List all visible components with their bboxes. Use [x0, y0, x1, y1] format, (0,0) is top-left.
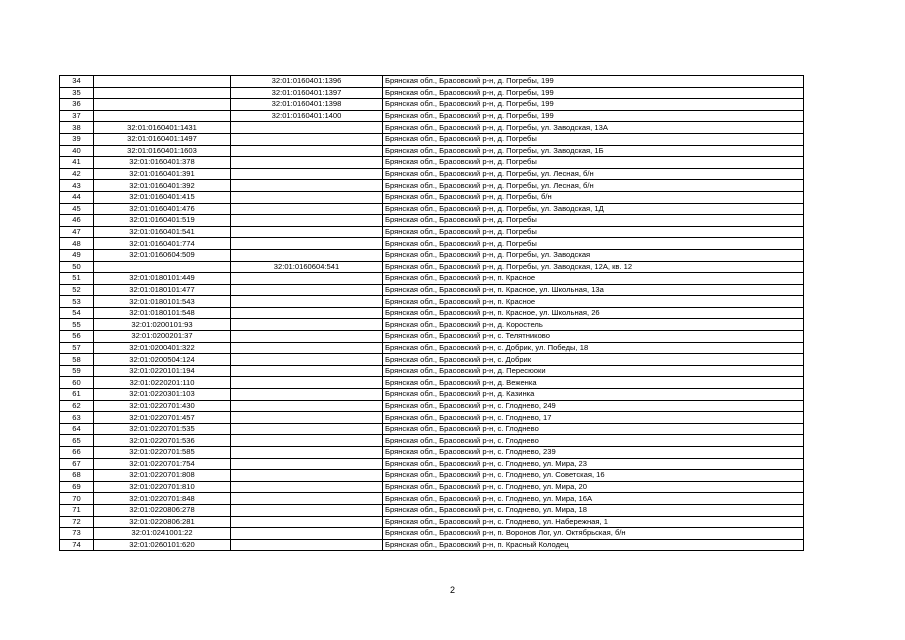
related-cadastral-number-cell: [231, 249, 383, 261]
cadastral-number-cell: 32:01:0220806:281: [94, 516, 231, 528]
address-cell: Брянская обл., Брасовский р-н, д. Казинка: [383, 389, 804, 401]
row-number-cell: 68: [60, 470, 94, 482]
row-number-cell: 43: [60, 180, 94, 192]
related-cadastral-number-cell: [231, 273, 383, 285]
related-cadastral-number-cell: 32:01:0160401:1397: [231, 87, 383, 99]
table-row: [60, 493, 804, 505]
table-row: [60, 226, 804, 238]
table-row: [60, 389, 804, 401]
related-cadastral-number-cell: [231, 296, 383, 308]
address-cell: Брянская обл., Брасовский р-н, д. Погребы: [383, 133, 804, 145]
related-cadastral-number-cell: [231, 331, 383, 343]
cadastral-number-cell: 32:01:0260101:620: [94, 539, 231, 551]
row-number-cell: 36: [60, 99, 94, 111]
related-cadastral-number-cell: [231, 307, 383, 319]
row-number-cell: 49: [60, 249, 94, 261]
address-cell: Брянская обл., Брасовский р-н, с. Глоднево, ул. Мира, 16А: [383, 493, 804, 505]
address-cell: Брянская обл., Брасовский р-н, д. Погребы: [383, 157, 804, 169]
address-cell: Брянская обл., Брасовский р-н, с. Глоднево: [383, 423, 804, 435]
table-row: [60, 261, 804, 273]
related-cadastral-number-cell: [231, 493, 383, 505]
row-number-cell: 72: [60, 516, 94, 528]
table-row: [60, 365, 804, 377]
cadastral-number-cell: 32:01:0220806:278: [94, 504, 231, 516]
row-number-cell: 71: [60, 504, 94, 516]
row-number-cell: 41: [60, 157, 94, 169]
row-number-cell: 37: [60, 110, 94, 122]
row-number-cell: 66: [60, 447, 94, 459]
address-cell: Брянская обл., Брасовский р-н, д. Погребы, ул. Лесная, б/н: [383, 180, 804, 192]
address-cell: Брянская обл., Брасовский р-н, д. Погребы, ул. Лесная, б/н: [383, 168, 804, 180]
cadastral-number-cell: [94, 87, 231, 99]
address-cell: Брянская обл., Брасовский р-н, п. Красное, ул. Школьная, 26: [383, 307, 804, 319]
table-row: [60, 307, 804, 319]
row-number-cell: 57: [60, 342, 94, 354]
cadastral-number-cell: 32:01:0160401:1431: [94, 122, 231, 134]
cadastral-number-cell: 32:01:0200101:93: [94, 319, 231, 331]
cadastral-number-cell: 32:01:0200504:124: [94, 354, 231, 366]
address-cell: Брянская обл., Брасовский р-н, д. Веженка: [383, 377, 804, 389]
table-row: [60, 539, 804, 551]
row-number-cell: 58: [60, 354, 94, 366]
table-row: [60, 249, 804, 261]
address-cell: Брянская обл., Брасовский р-н, с. Глодневo, 249: [383, 400, 804, 412]
cadastral-number-cell: 32:01:0220701:536: [94, 435, 231, 447]
cadastral-number-cell: 32:01:0160401:378: [94, 157, 231, 169]
cadastral-number-cell: 32:01:0220701:430: [94, 400, 231, 412]
row-number-cell: 40: [60, 145, 94, 157]
address-cell: Брянская обл., Брасовский р-н, д. Погребы: [383, 238, 804, 250]
row-number-cell: 38: [60, 122, 94, 134]
row-number-cell: 51: [60, 273, 94, 285]
address-cell: Брянская обл., Брасовский р-н, д. Погребы, 199: [383, 87, 804, 99]
related-cadastral-number-cell: [231, 539, 383, 551]
table-row: [60, 273, 804, 285]
cadastral-table: [59, 75, 804, 551]
table-row: [60, 215, 804, 227]
row-number-cell: 70: [60, 493, 94, 505]
cadastral-number-cell: 32:01:0180101:449: [94, 273, 231, 285]
cadastral-number-cell: 32:01:0160401:415: [94, 191, 231, 203]
row-number-cell: 48: [60, 238, 94, 250]
related-cadastral-number-cell: [231, 365, 383, 377]
table-row: [60, 87, 804, 99]
address-cell: Брянская обл., Брасовский р-н, с. Добрик: [383, 354, 804, 366]
cadastral-number-cell: 32:01:0160401:391: [94, 168, 231, 180]
table-row: [60, 435, 804, 447]
related-cadastral-number-cell: [231, 122, 383, 134]
cadastral-number-cell: 32:01:0160401:774: [94, 238, 231, 250]
cadastral-number-cell: [94, 99, 231, 111]
row-number-cell: 34: [60, 76, 94, 88]
row-number-cell: 39: [60, 133, 94, 145]
address-cell: Брянская обл., Брасовский р-н, д. Коростель: [383, 319, 804, 331]
table-row: [60, 412, 804, 424]
row-number-cell: 67: [60, 458, 94, 470]
cadastral-number-cell: 32:01:0160401:541: [94, 226, 231, 238]
related-cadastral-number-cell: [231, 133, 383, 145]
related-cadastral-number-cell: [231, 191, 383, 203]
row-number-cell: 55: [60, 319, 94, 331]
related-cadastral-number-cell: [231, 481, 383, 493]
table-row: [60, 238, 804, 250]
related-cadastral-number-cell: [231, 447, 383, 459]
address-cell: Брянская обл., Брасовский р-н, с. Глоднево, ул. Мира, 20: [383, 481, 804, 493]
cadastral-number-cell: 32:01:0200201:37: [94, 331, 231, 343]
address-cell: Брянская обл., Брасовский р-н, д. Погребы, 199: [383, 76, 804, 88]
row-number-cell: 64: [60, 423, 94, 435]
related-cadastral-number-cell: [231, 226, 383, 238]
table-row: [60, 157, 804, 169]
table-row: [60, 168, 804, 180]
cadastral-number-cell: 32:01:0220701:808: [94, 470, 231, 482]
cadastral-table-body: [60, 76, 804, 551]
cadastral-number-cell: 32:01:0160401:392: [94, 180, 231, 192]
row-number-cell: 73: [60, 528, 94, 540]
table-row: [60, 319, 804, 331]
cadastral-number-cell: [94, 76, 231, 88]
row-number-cell: 59: [60, 365, 94, 377]
related-cadastral-number-cell: [231, 238, 383, 250]
related-cadastral-number-cell: 32:01:0160401:1398: [231, 99, 383, 111]
row-number-cell: 50: [60, 261, 94, 273]
row-number-cell: 45: [60, 203, 94, 215]
cadastral-number-cell: 32:01:0220701:457: [94, 412, 231, 424]
table-row: [60, 99, 804, 111]
table-row: [60, 470, 804, 482]
address-cell: Брянская обл., Брасовский р-н, д. Погребы, ул. Заводская, 1Б: [383, 145, 804, 157]
address-cell: Брянская обл., Брасовский р-н, д. Погребы: [383, 215, 804, 227]
address-cell: Брянская обл., Брасовский р-н, п. Красное: [383, 296, 804, 308]
table-row: [60, 528, 804, 540]
cadastral-number-cell: 32:01:0220701:810: [94, 481, 231, 493]
row-number-cell: 54: [60, 307, 94, 319]
related-cadastral-number-cell: [231, 145, 383, 157]
related-cadastral-number-cell: [231, 354, 383, 366]
cadastral-number-cell: 32:01:0160401:519: [94, 215, 231, 227]
related-cadastral-number-cell: [231, 180, 383, 192]
related-cadastral-number-cell: [231, 470, 383, 482]
row-number-cell: 44: [60, 191, 94, 203]
row-number-cell: 63: [60, 412, 94, 424]
address-cell: Брянская обл., Брасовский р-н, п. Воронов Лог, ул. Октябрьская, б/н: [383, 528, 804, 540]
cadastral-number-cell: 32:01:0220701:535: [94, 423, 231, 435]
related-cadastral-number-cell: 32:01:0160401:1400: [231, 110, 383, 122]
cadastral-number-cell: 32:01:0180101:543: [94, 296, 231, 308]
address-cell: Брянская обл., Брасовский р-н, с. Глоднево, ул. Советская, 16: [383, 470, 804, 482]
cadastral-number-cell: 32:01:0200401:322: [94, 342, 231, 354]
table-row: [60, 447, 804, 459]
address-cell: Брянская обл., Брасовский р-н, с. Телятниково: [383, 331, 804, 343]
address-cell: Брянская обл., Брасовский р-н, д. Погребы, ул. Заводская, 13А: [383, 122, 804, 134]
related-cadastral-number-cell: [231, 157, 383, 169]
row-number-cell: 56: [60, 331, 94, 343]
row-number-cell: 65: [60, 435, 94, 447]
address-cell: Брянская обл., Брасовский р-н, п. Красное, ул. Школьная, 13а: [383, 284, 804, 296]
address-cell: Брянская обл., Брасовский р-н, д. Погребы, ул. Заводская: [383, 249, 804, 261]
address-cell: Брянская обл., Брасовский р-н, д. Погребы, ул. Заводская, 12А, кв. 12: [383, 261, 804, 273]
related-cadastral-number-cell: 32:01:0160401:1396: [231, 76, 383, 88]
related-cadastral-number-cell: [231, 319, 383, 331]
related-cadastral-number-cell: [231, 435, 383, 447]
address-cell: Брянская обл., Брасовский р-н, д. Погребы, ул. Заводская, 1Д: [383, 203, 804, 215]
cadastral-number-cell: 32:01:0180101:548: [94, 307, 231, 319]
cadastral-number-cell: [94, 261, 231, 273]
related-cadastral-number-cell: [231, 377, 383, 389]
cadastral-number-cell: 32:01:0220701:754: [94, 458, 231, 470]
table-row: [60, 342, 804, 354]
cadastral-number-cell: 32:01:0160401:1603: [94, 145, 231, 157]
row-number-cell: 60: [60, 377, 94, 389]
table-row: [60, 191, 804, 203]
table-row: [60, 423, 804, 435]
cadastral-number-cell: 32:01:0241001:22: [94, 528, 231, 540]
address-cell: Брянская обл., Брасовский р-н, п. Красное: [383, 273, 804, 285]
table-row: [60, 122, 804, 134]
related-cadastral-number-cell: [231, 412, 383, 424]
related-cadastral-number-cell: [231, 516, 383, 528]
address-cell: Брянская обл., Брасовский р-н, с. Глоднево, ул. Мира, 18: [383, 504, 804, 516]
table-row: [60, 458, 804, 470]
address-cell: Брянская обл., Брасовский р-н, д. Погребы, 199: [383, 110, 804, 122]
table-row: [60, 504, 804, 516]
cadastral-number-cell: 32:01:0160604:509: [94, 249, 231, 261]
related-cadastral-number-cell: [231, 168, 383, 180]
address-cell: Брянская обл., Брасовский р-н, д. Погребы, 199: [383, 99, 804, 111]
cadastral-number-cell: 32:01:0220701:585: [94, 447, 231, 459]
table-row: [60, 296, 804, 308]
table-row: [60, 400, 804, 412]
table-row: [60, 203, 804, 215]
cadastral-number-cell: 32:01:0220201:110: [94, 377, 231, 389]
cadastral-number-cell: 32:01:0160401:476: [94, 203, 231, 215]
address-cell: Брянская обл., Брасовский р-н, с. Глоднево, ул. Мира, 23: [383, 458, 804, 470]
table-row: [60, 133, 804, 145]
address-cell: Брянская обл., Брасовский р-н, с. Глоднево, 239: [383, 447, 804, 459]
table-row: [60, 354, 804, 366]
table-row: [60, 110, 804, 122]
row-number-cell: 46: [60, 215, 94, 227]
cadastral-number-cell: 32:01:0160401:1497: [94, 133, 231, 145]
table-row: [60, 145, 804, 157]
address-cell: Брянская обл., Брасовский р-н, д. Погребы, б/н: [383, 191, 804, 203]
row-number-cell: 62: [60, 400, 94, 412]
related-cadastral-number-cell: [231, 423, 383, 435]
row-number-cell: 74: [60, 539, 94, 551]
related-cadastral-number-cell: [231, 284, 383, 296]
related-cadastral-number-cell: [231, 203, 383, 215]
cadastral-number-cell: [94, 110, 231, 122]
table-row: [60, 377, 804, 389]
related-cadastral-number-cell: [231, 504, 383, 516]
table-row: [60, 516, 804, 528]
address-cell: Брянская обл., Брасовский р-н, д. Пересюоки: [383, 365, 804, 377]
address-cell: Брянская обл., Брасовский р-н, п. Красный Колодец: [383, 539, 804, 551]
cadastral-number-cell: 32:01:0220701:848: [94, 493, 231, 505]
row-number-cell: 61: [60, 389, 94, 401]
cadastral-number-cell: 32:01:0180101:477: [94, 284, 231, 296]
table-row: [60, 481, 804, 493]
related-cadastral-number-cell: [231, 215, 383, 227]
address-cell: Брянская обл., Брасовский р-н, с. Глоднево, ул. Набережная, 1: [383, 516, 804, 528]
table-row: [60, 284, 804, 296]
address-cell: Брянская обл., Брасовский р-н, с. Добрик, ул. Победы, 18: [383, 342, 804, 354]
address-cell: Брянская обл., Брасовский р-н, д. Погребы: [383, 226, 804, 238]
address-cell: Брянская обл., Брасовский р-н, с. Глоднево: [383, 435, 804, 447]
related-cadastral-number-cell: [231, 342, 383, 354]
related-cadastral-number-cell: 32:01:0160604:541: [231, 261, 383, 273]
row-number-cell: 52: [60, 284, 94, 296]
related-cadastral-number-cell: [231, 400, 383, 412]
related-cadastral-number-cell: [231, 389, 383, 401]
table-row: [60, 331, 804, 343]
cadastral-number-cell: 32:01:0220301:103: [94, 389, 231, 401]
table-row: [60, 76, 804, 88]
page-number: 2: [449, 585, 455, 595]
address-cell: Брянская обл., Брасовский р-н, с. Глоднево, 17: [383, 412, 804, 424]
row-number-cell: 53: [60, 296, 94, 308]
related-cadastral-number-cell: [231, 458, 383, 470]
row-number-cell: 42: [60, 168, 94, 180]
row-number-cell: 47: [60, 226, 94, 238]
table-row: [60, 180, 804, 192]
row-number-cell: 69: [60, 481, 94, 493]
cadastral-number-cell: 32:01:0220101:194: [94, 365, 231, 377]
row-number-cell: 35: [60, 87, 94, 99]
related-cadastral-number-cell: [231, 528, 383, 540]
